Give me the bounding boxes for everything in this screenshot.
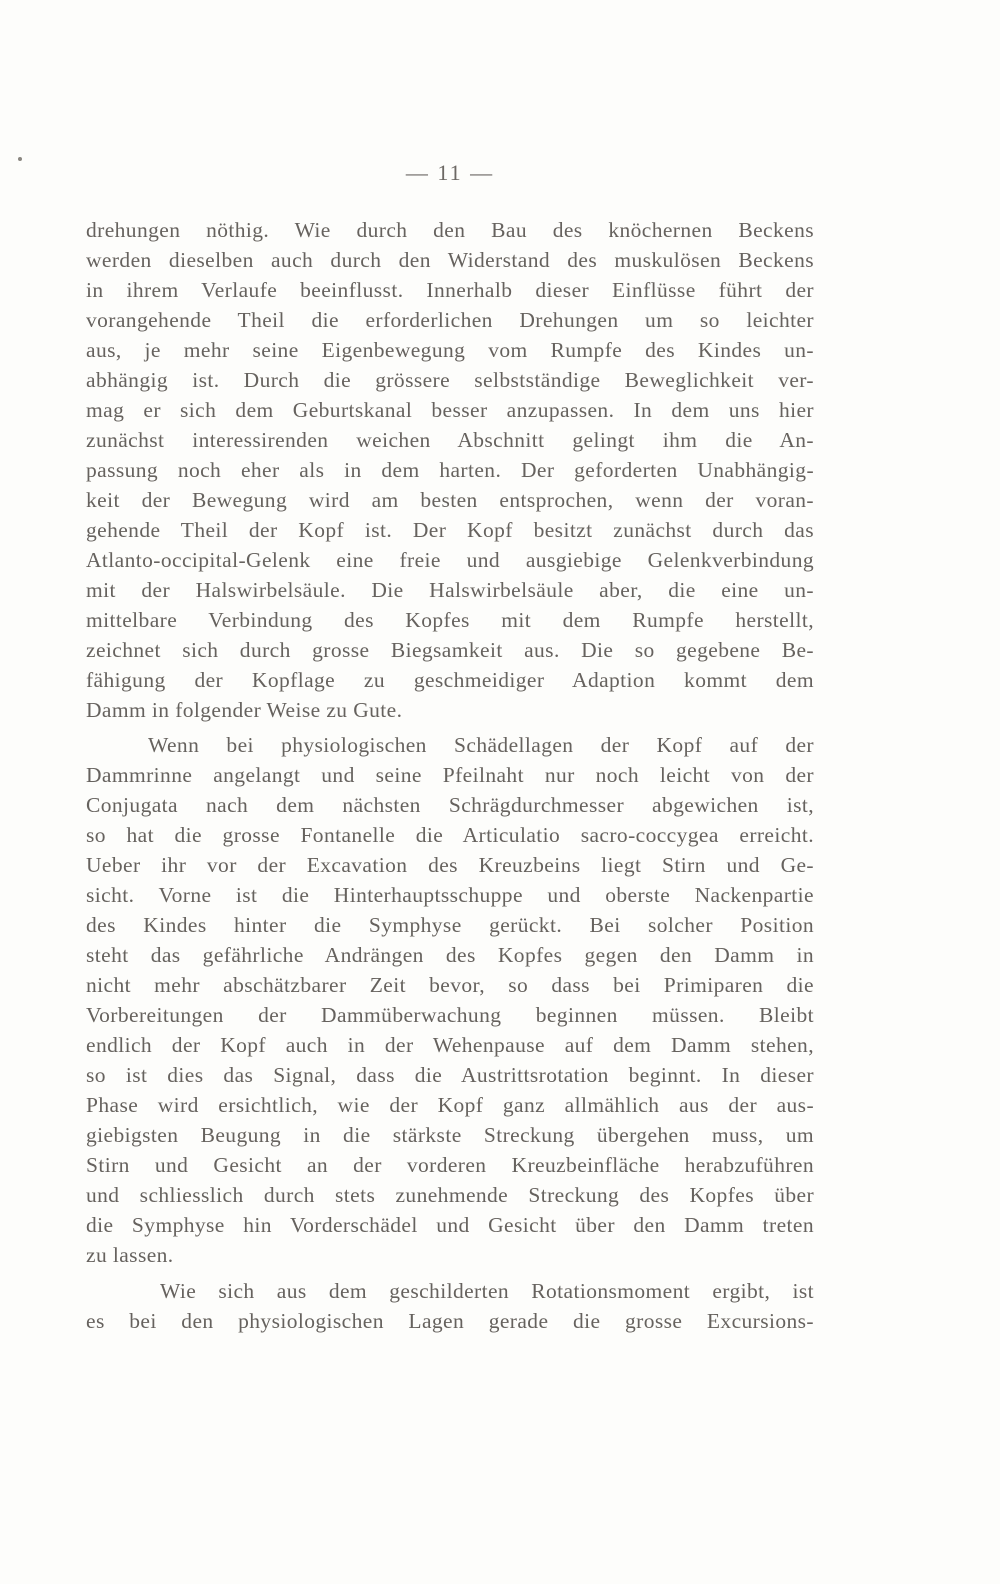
text-line: Wie sich aus dem geschilderten Rotationsmoment ergibt, ist [160,1279,814,1303]
text-line: abhängig ist. Durch die grössere selbstständige Beweglichkeit ver- [86,368,814,392]
text-line: die Symphyse hin Vorderschädel und Gesicht über den Damm treten [86,1213,814,1237]
text-line: werden dieselben auch durch den Widerstand des muskulösen Beckens [86,248,814,272]
text-line: zu lassen. [86,1243,174,1267]
text-line: Atlanto-occipital-Gelenk eine freie und ausgiebige Gelenkverbindung [86,548,814,572]
page-number: — 11 — [405,160,495,185]
text-line: Damm in folgender Weise zu Gute. [86,698,403,722]
text-line: Stirn und Gesicht an der vorderen Kreuzbeinfläche herabzuführen [86,1153,814,1177]
text-line: vorangehende Theil die erforderlichen Drehungen um so leichter [86,308,814,332]
text-line: nicht mehr abschätzbarer Zeit bevor, so dass bei Primiparen die [86,973,814,997]
text-line: es bei den physiologischen Lagen gerade die grosse Excursions- [86,1309,814,1333]
text-line: keit der Bewegung wird am besten entsprochen, wenn der voran- [86,488,814,512]
text-line: endlich der Kopf auch in der Wehenpause auf dem Damm stehen, [86,1033,814,1057]
text-line: so ist dies das Signal, dass die Austrittsrotation beginnt. In dieser [86,1063,814,1087]
text-line: Conjugata nach dem nächsten Schrägdurchmesser abgewichen ist, [86,793,814,817]
text-line: sicht. Vorne ist die Hinterhauptsschuppe und oberste Nackenpartie [86,883,814,907]
text-line: giebigsten Beugung in die stärkste Streckung übergehen muss, um [86,1123,814,1147]
text-line: Ueber ihr vor der Excavation des Kreuzbeins liegt Stirn und Ge- [86,853,814,877]
text-line: gehende Theil der Kopf ist. Der Kopf besitzt zunächst durch das [86,518,814,542]
text-line: drehungen nöthig. Wie durch den Bau des knöchernen Beckens [86,218,814,242]
text-line: Wenn bei physiologischen Schädellagen der Kopf auf der [148,733,814,757]
text-line: mittelbare Verbindung des Kopfes mit dem Rumpfe herstellt, [86,608,814,632]
text-line: Phase wird ersichtlich, wie der Kopf ganz allmählich aus der aus- [86,1093,814,1117]
text-line: mag er sich dem Geburtskanal besser anzupassen. In dem uns hier [86,398,814,422]
text-line: Vorbereitungen der Dammüberwachung beginnen müssen. Bleibt [86,1003,814,1027]
text-line: zeichnet sich durch grosse Biegsamkeit aus. Die so gegebene Be- [86,638,814,662]
text-line: zunächst interessirenden weichen Abschnitt gelingt ihm die An- [86,428,814,452]
text-line: passung noch eher als in dem harten. Der geforderten Unabhängig- [86,458,814,482]
text-line: in ihrem Verlaufe beeinflusst. Innerhalb dieser Einflüsse führt der [86,278,814,302]
text-line: mit der Halswirbelsäule. Die Halswirbelsäule aber, die eine un- [86,578,814,602]
text-line: steht das gefährliche Andrängen des Kopfes gegen den Damm in [86,943,814,967]
text-line: und schliesslich durch stets zunehmende Streckung des Kopfes über [86,1183,814,1207]
text-line: fähigung der Kopflage zu geschmeidiger Adaption kommt dem [86,668,814,692]
text-line: so hat die grosse Fontanelle die Articulatio sacro-coccygea erreicht. [86,823,814,847]
text-line: Dammrinne angelangt und seine Pfeilnaht nur noch leicht von der [86,763,814,787]
text-line: des Kindes hinter die Symphyse gerückt. Bei solcher Position [86,913,814,937]
text-line: aus, je mehr seine Eigenbewegung vom Rumpfe des Kindes un- [86,338,814,362]
